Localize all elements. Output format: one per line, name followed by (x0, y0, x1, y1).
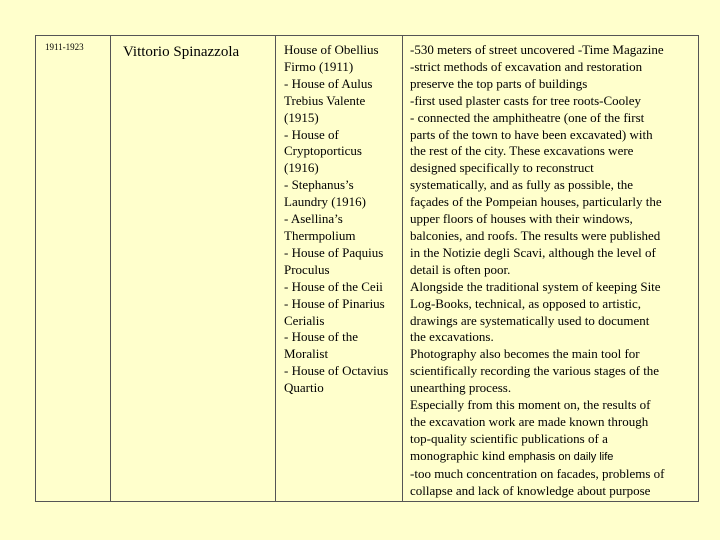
house-line: - House of the Ceii (284, 278, 383, 294)
house-line: - House of Pinarius (284, 295, 385, 311)
house-line: House of Obellius (284, 42, 379, 57)
note-line: Alongside the traditional system of keeping Site (410, 278, 661, 294)
house-line: - House of Octavius (284, 363, 389, 379)
note-line: preserve the top parts of buildings (410, 75, 588, 91)
note-line: top-quality scientific publications of a (410, 430, 608, 446)
note-serif-part: monographic kind (410, 447, 505, 463)
house-line: Cryptoporticus (284, 143, 362, 159)
house-line: (1916) (284, 160, 319, 176)
house-line: Trebius Valente (284, 92, 366, 108)
note-line: parts of the town to have been excavated) with (410, 126, 653, 142)
house-line: (1915) (284, 109, 319, 125)
note-line: upper floors of houses with their windows, (410, 211, 633, 227)
house-line: Laundry (1916) (284, 194, 366, 210)
note-line: Especially from this moment on, the results of (410, 397, 651, 413)
house-line: - House of Aulus (284, 75, 373, 91)
note-line: drawings are systematically used to document (410, 312, 650, 328)
house-line: Thermpolium (284, 227, 356, 243)
note-line: unearthing process. (410, 380, 512, 396)
note-line: designed specifically to reconstruct (410, 160, 594, 176)
note-line: systematically, and as fully as possible, the (410, 177, 633, 193)
note-line: - connected the amphitheatre (one of the first (410, 109, 645, 125)
house-line: Proculus (284, 261, 330, 277)
note-line: the rest of the city. These excavations were (410, 143, 634, 159)
years-cell: 1911-1923 (45, 42, 84, 52)
house-line: - Asellina’s (284, 211, 343, 227)
notes-cell (410, 42, 696, 499)
house-line: - Stephanus’s (284, 177, 354, 193)
note-line: façades of the Pompeian houses, particularly the (410, 194, 662, 210)
house-line: Moralist (284, 346, 329, 362)
note-line: -too much concentration on facades, problems of (410, 465, 665, 481)
house-line: Firmo (1911) (284, 58, 354, 74)
house-line: Cerialis (284, 312, 325, 328)
note-line: collapse and lack of knowledge about purpose (410, 482, 651, 498)
note-line: detail is often poor. (410, 261, 511, 277)
note-line: -strict methods of excavation and restoration (410, 58, 643, 74)
note-mixed-line (410, 448, 696, 466)
house-line: - House of the (284, 329, 359, 345)
note-sans-part: emphasis on daily life (508, 450, 614, 463)
note-line: -530 meters of street uncovered -Time Magazine (410, 42, 664, 57)
note-line: the excavations. (410, 329, 494, 345)
note-line: in the Notizie degli Scavi, although the level of (410, 244, 656, 260)
note-line: balconies, and roofs. The results were published (410, 227, 661, 243)
director-cell: Vittorio Spinazzola (123, 44, 240, 60)
note-line: the excavation work are made known through (410, 413, 649, 429)
note-line: -first used plaster casts for tree roots-Cooley (410, 92, 642, 108)
excavation-table (35, 35, 699, 502)
note-line: Log-Books, technical, as opposed to artistic, (410, 295, 642, 311)
column-divider (275, 36, 276, 501)
column-divider (110, 36, 111, 501)
house-line: Quartio (284, 380, 324, 396)
note-line: scientifically recording the various stages of the (410, 363, 660, 379)
house-line: - House of Paquius (284, 244, 384, 260)
house-line: - House of (284, 126, 339, 142)
houses-cell (284, 42, 404, 397)
note-line: Photography also becomes the main tool for (410, 346, 640, 362)
